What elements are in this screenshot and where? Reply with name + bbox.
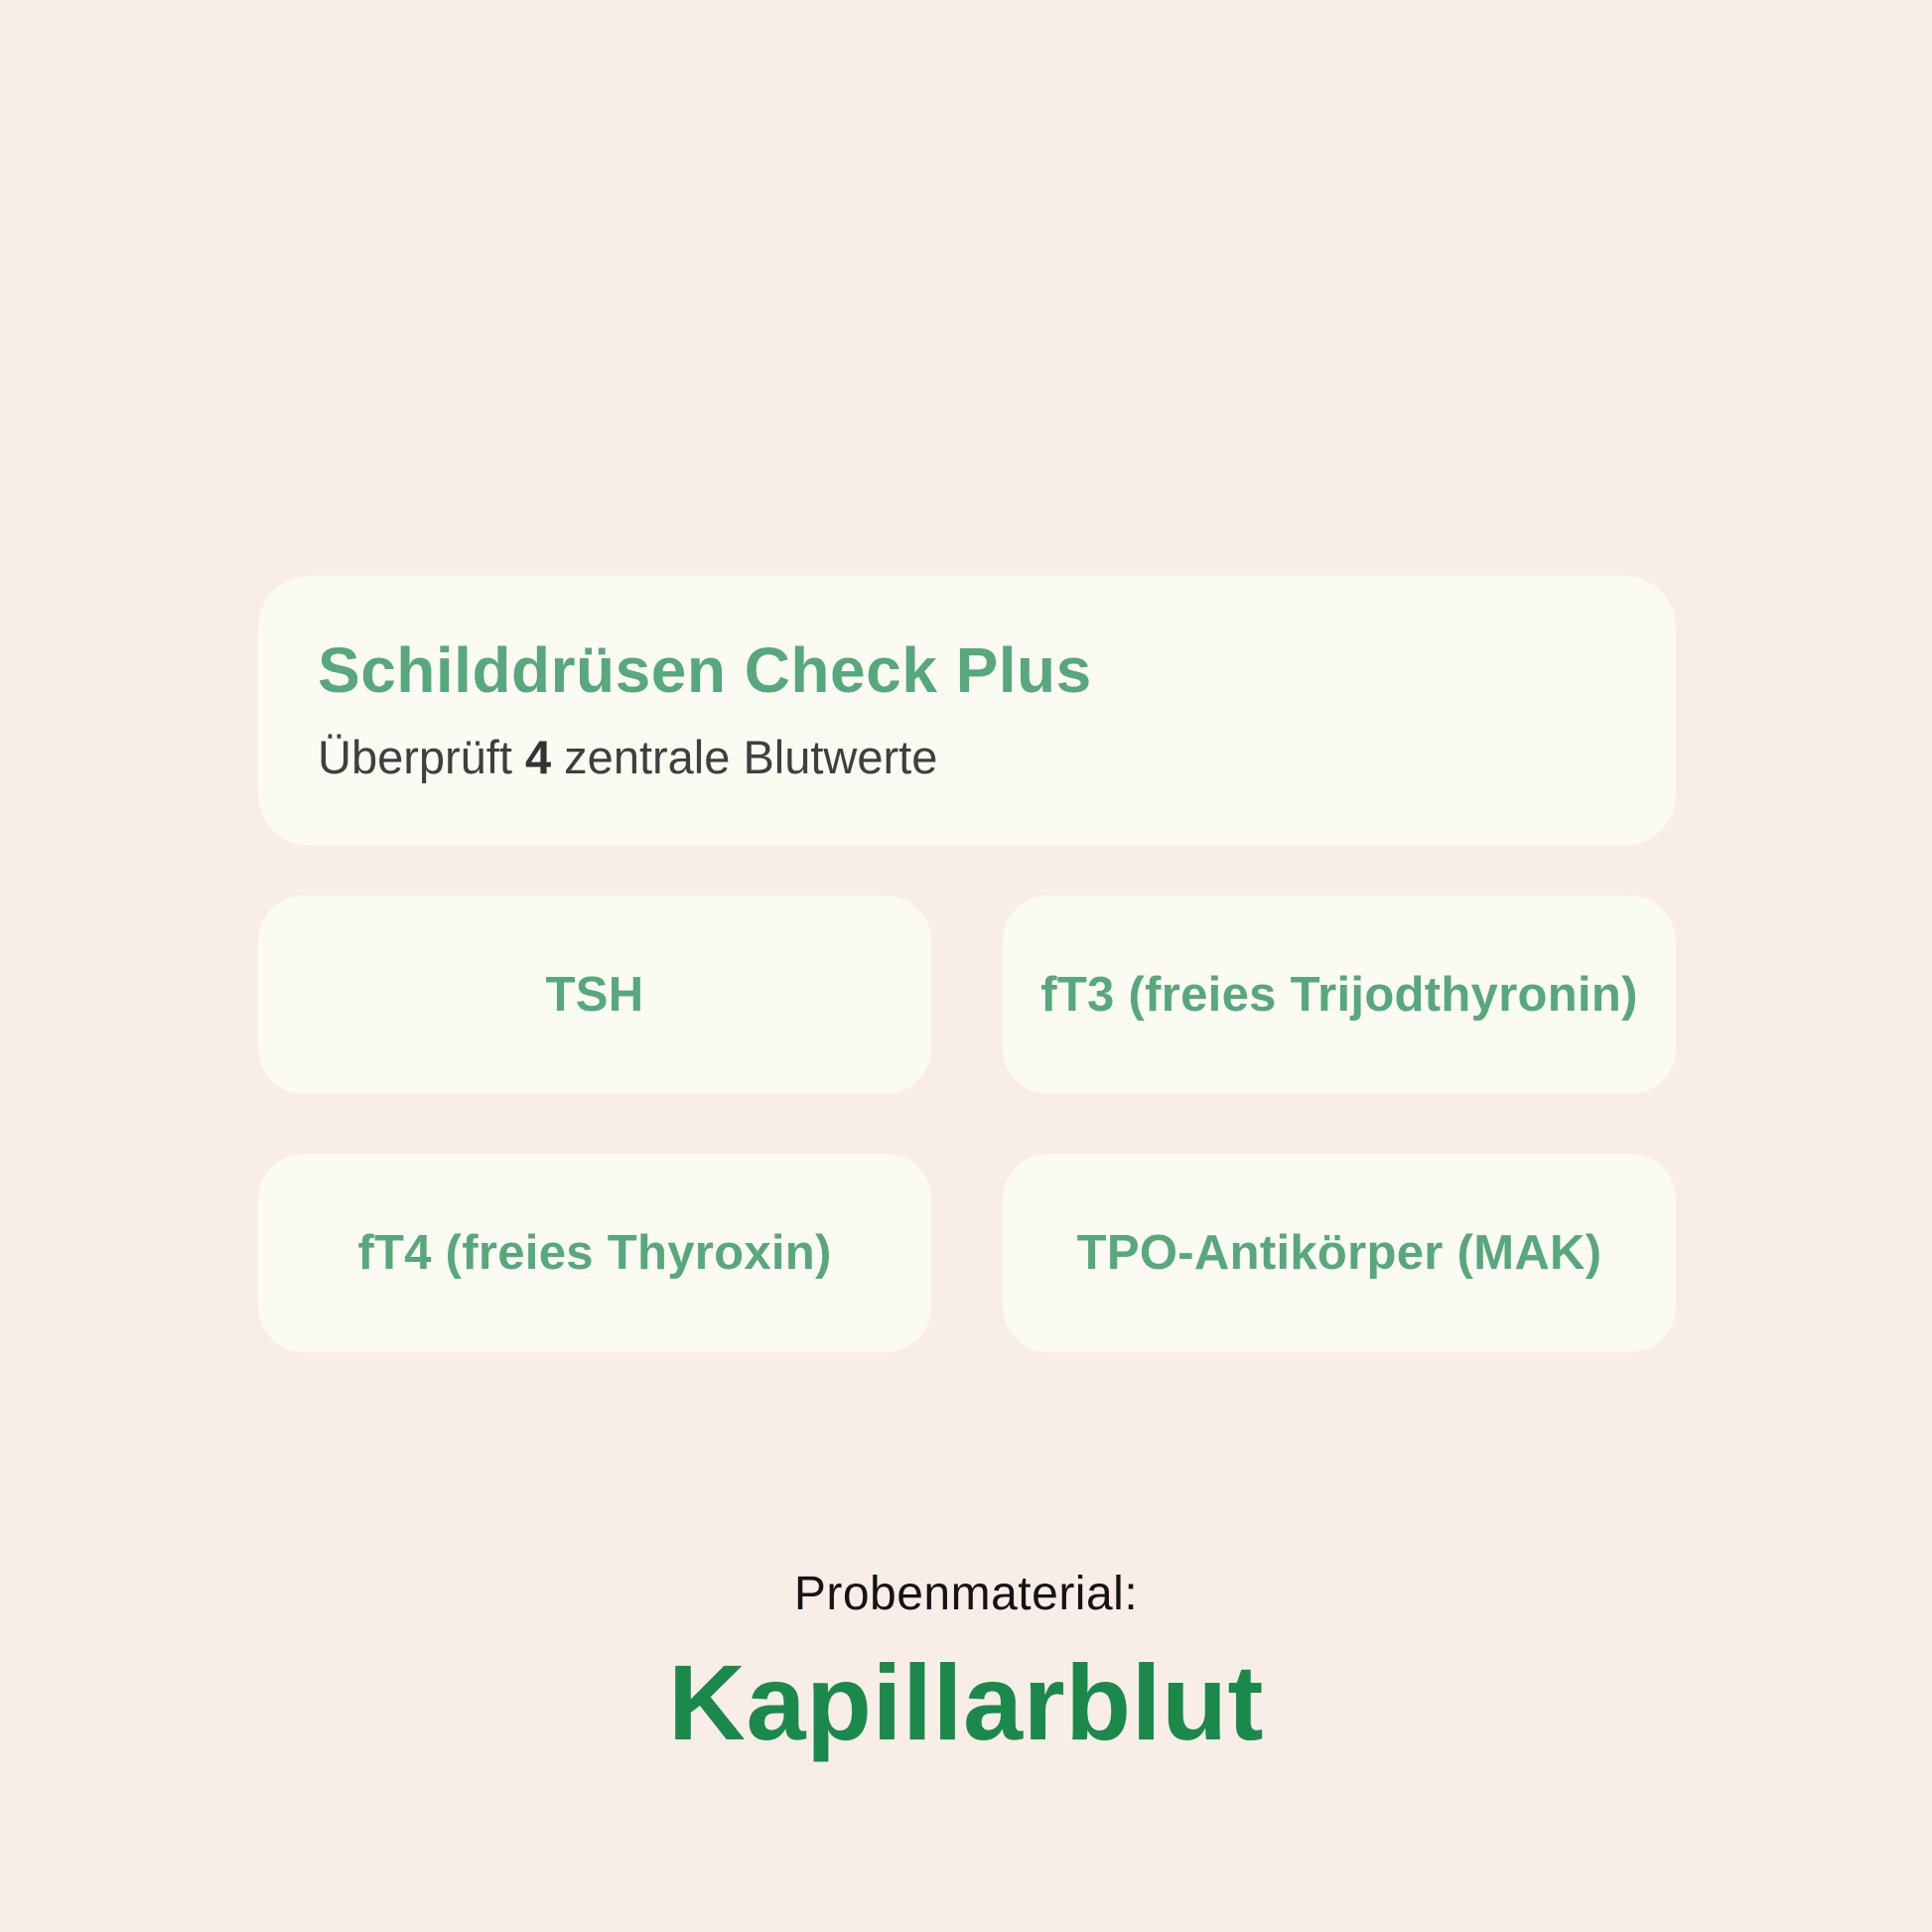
subtitle-prefix: Überprüft [318, 731, 525, 784]
product-subtitle [318, 731, 1616, 784]
subtitle-count: 4 [524, 731, 552, 784]
biomarker-label-ft4: fT4 (freies Thyroxin) [357, 1226, 832, 1280]
biomarker-label-tsh: TSH [545, 968, 644, 1022]
biomarker-card-tpo [1003, 1154, 1676, 1352]
subtitle-suffix: zentrale Blutwerte [551, 731, 938, 784]
biomarker-label-ft3: fT3 (freies Trijodthyronin) [1040, 968, 1638, 1022]
sample-material-value: Kapillarblut [667, 1642, 1265, 1762]
biomarker-label-tpo: TPO-Antikörper (MAK) [1076, 1226, 1602, 1280]
product-title: Schilddrüsen Check Plus [318, 634, 1092, 706]
biomarker-card-ft4 [258, 1154, 931, 1352]
product-header-card [258, 576, 1676, 846]
sample-material-label: Probenmaterial: [793, 1568, 1139, 1620]
biomarker-card-ft3 [1003, 896, 1676, 1094]
biomarker-card-tsh [258, 896, 931, 1094]
